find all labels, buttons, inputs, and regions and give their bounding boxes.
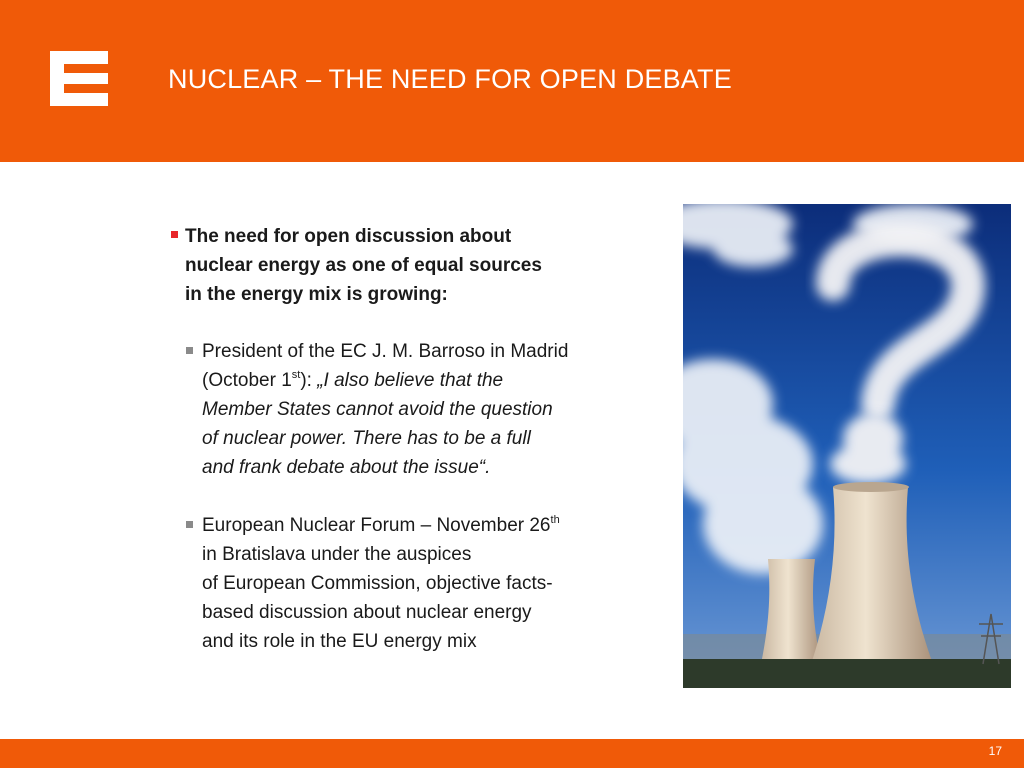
- page-number: 17: [988, 744, 1002, 758]
- slide-content: [170, 222, 640, 656]
- sub-bullet-line: [202, 366, 640, 395]
- separator-text: ):: [300, 370, 318, 391]
- quote-line: of nuclear power. There has to be a full: [202, 428, 531, 449]
- slide-title: NUCLEAR – THE NEED FOR OPEN DEBATE: [168, 64, 732, 94]
- sub-bullet-line: of European Commission, objective facts-: [202, 573, 553, 594]
- sub-bullet-line: in Bratislava under the auspices: [202, 544, 472, 565]
- sub-bullet-line: based discussion about nuclear energy: [202, 602, 532, 623]
- main-bullet-line: in the energy mix is growing:: [185, 284, 448, 305]
- main-bullet-line: The need for open discussion about: [185, 226, 512, 247]
- forum-text: European Nuclear Forum – November 26: [202, 515, 551, 536]
- ordinal-suffix: st: [291, 368, 301, 381]
- red-square-bullet-icon: [171, 231, 178, 238]
- main-bullet: [170, 222, 640, 309]
- date-text: (October 1: [202, 370, 292, 391]
- cez-logo-icon: [50, 51, 108, 106]
- gray-square-bullet-icon: [186, 347, 193, 354]
- gray-square-bullet-icon: [186, 521, 193, 528]
- header-bar: [0, 0, 1024, 162]
- sub-bullet-forum: [170, 511, 640, 656]
- sub-bullet-barroso: [170, 337, 640, 482]
- sub-bullet-line: [202, 511, 640, 540]
- cooling-towers-question-mark-photo: [683, 204, 1011, 688]
- quote-start: „I also believe that the: [317, 370, 504, 391]
- footer-bar: [0, 739, 1024, 768]
- quote-line: Member States cannot avoid the question: [202, 399, 553, 420]
- sub-bullet-line: President of the EC J. M. Barroso in Madrid: [202, 341, 569, 362]
- sub-bullet-line: and its role in the EU energy mix: [202, 631, 477, 652]
- ordinal-suffix: th: [550, 513, 560, 526]
- quote-line: and frank debate about the issue“.: [202, 457, 491, 478]
- main-bullet-line: nuclear energy as one of equal sources: [185, 255, 542, 276]
